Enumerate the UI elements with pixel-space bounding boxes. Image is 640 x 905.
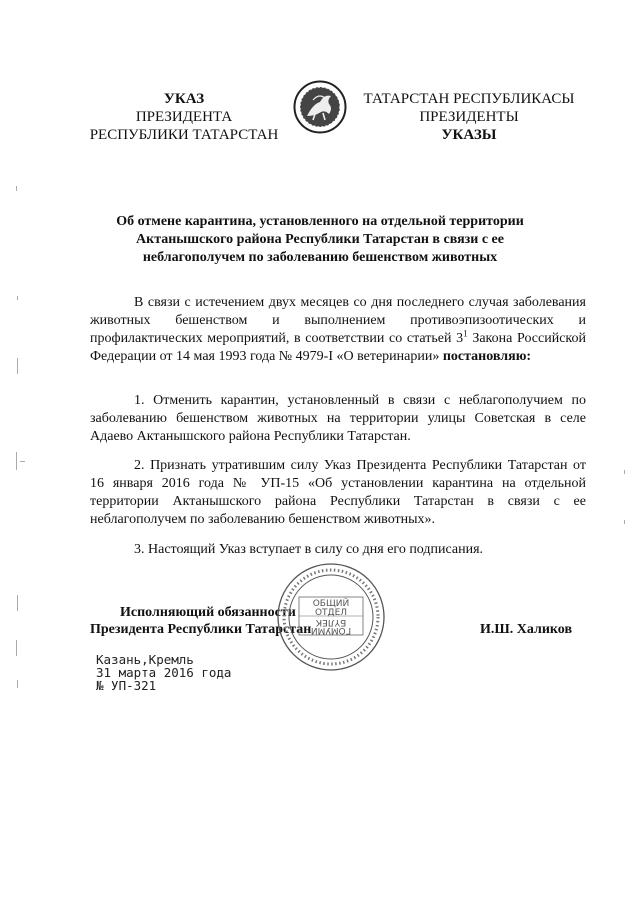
- stamp-text-4: БҮЛЕК: [315, 617, 347, 627]
- document-title: Об отмене карантина, установленного на отдельной территории Актанышского района Республики Татарстан в связи с ее неблагополучем по заболеванию бешенством животных: [116, 214, 524, 265]
- official-stamp: [275, 561, 387, 673]
- item-3: 3. Настоящий Указ вступает в силу со дня его подписания.: [134, 542, 484, 557]
- scan-mark: [17, 358, 18, 374]
- stamp-text-3: ГОМУМИ: [310, 625, 352, 635]
- item-1: 1. Отменить карантин, установленный в связи с неблагополучием по заболеванию бешенством животных на территории улицы Советская в селе Адаево Актанышского района Республики Татарстан.: [90, 393, 586, 444]
- scan-mark: [17, 595, 18, 611]
- preamble-text: В связи с истечением двух месяцев со дня последнего случая заболевания животных бешенством и выполнением противоэпизоотических и профилактических мероприятий, в соответствии со статьей 3: [90, 295, 586, 346]
- signatory-role-line2: Президента Республики Татарстан: [90, 622, 312, 637]
- header-left-title: УКАЗ: [163, 91, 205, 107]
- preamble-paragraph: [90, 294, 586, 366]
- scan-mark: [16, 452, 17, 470]
- header-left-line3: РЕСПУБЛИКИ ТАТАРСТАН: [89, 127, 279, 143]
- signatory-name: И.Ш. Халиков: [480, 622, 573, 637]
- tatarstan-coat-of-arms-icon: [293, 80, 347, 134]
- footer-place: Казань,Кремль: [96, 652, 194, 667]
- scan-mark: [17, 680, 18, 688]
- resolve-word: постановляю:: [442, 349, 532, 364]
- footer-number: № УП-321: [96, 678, 157, 693]
- header-right-line1: ТАТАРСТАН РЕСПУБЛИКАСЫ: [363, 91, 575, 107]
- header-right: [352, 90, 586, 144]
- header-left: [88, 90, 280, 144]
- scan-mark: [624, 470, 625, 474]
- stamp-text-1: ОБЩИЙ: [312, 599, 350, 609]
- preamble-text-end: Закона Российской Федерации от 14 мая 1993 года № 4979-I «О ветеринарии»: [90, 331, 586, 364]
- header-left-line2: ПРЕЗИДЕНТА: [135, 109, 233, 125]
- item-2: 2. Признать утратившим силу Указ Президента Республики Татарстан от 16 января 2016 года № УП-15 «Об установлении карантина на отдельной территории Актанышского района Республики Татарстан в связи с ее неблагополучем по заболеванию бешенством животных».: [90, 458, 586, 527]
- header-right-line2: ПРЕЗИДЕНТЫ: [419, 109, 519, 125]
- scan-mark: [17, 296, 18, 300]
- scan-mark: [16, 640, 17, 656]
- signatory-role-line1: Исполняющий обязанности: [120, 605, 296, 620]
- stamp-text-2: ОТДЕЛ: [314, 608, 348, 618]
- article-superscript: 1: [463, 328, 468, 339]
- scan-mark: [20, 461, 25, 462]
- scan-mark: [624, 520, 625, 524]
- header-right-title: УКАЗЫ: [441, 127, 497, 143]
- footer-date: 31 марта 2016 года: [96, 665, 232, 680]
- scan-mark: [16, 186, 17, 191]
